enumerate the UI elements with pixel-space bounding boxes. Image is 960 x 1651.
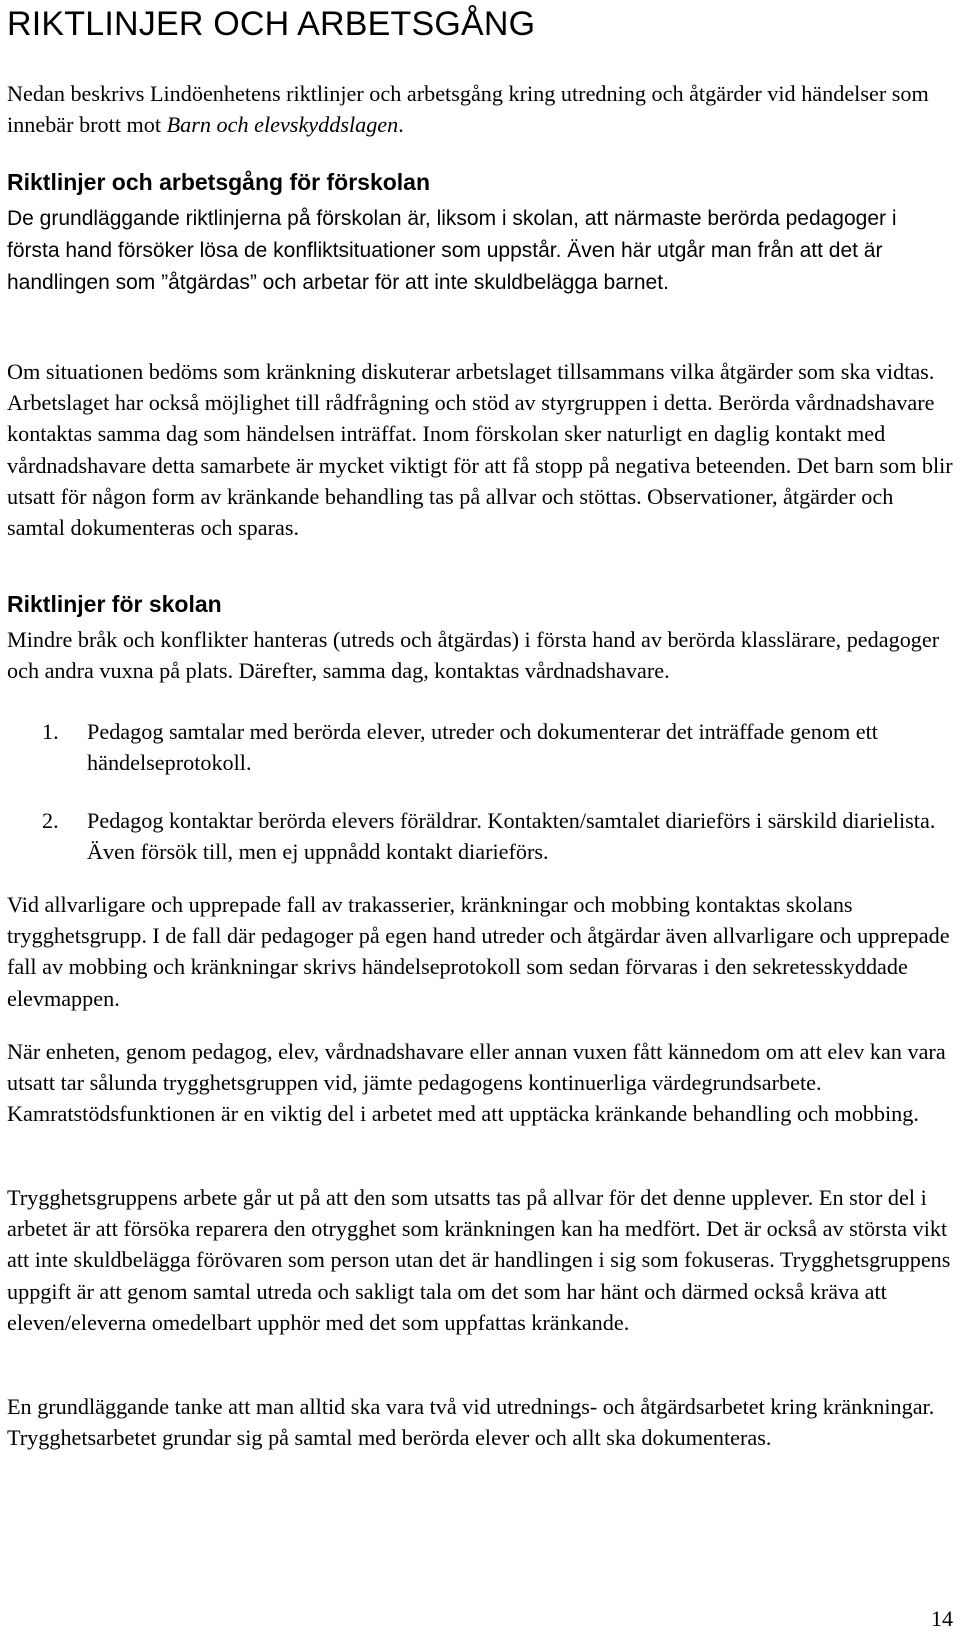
list-item-number: 1. xyxy=(42,719,59,744)
school-heading: Riktlinjer för skolan xyxy=(7,591,222,617)
intro-paragraph xyxy=(7,78,953,140)
school-paragraph-3: När enheten, genom pedagog, elev, vårdnadshavare eller annan vuxen fått kännedom om att elev kan vara utsatt tar sålunda trygghetsgruppen vid, jämte pedagogens kontinuerliga värdegrundsarbete. Kamratstödsfunktionen är en viktig del i arbetet med att upptäcka kränkande behandling och mobbing. xyxy=(7,1039,946,1127)
preschool-paragraph-1 xyxy=(7,202,953,299)
intro-text: Nedan beskrivs Lindöenhetens riktlinjer och arbetsgång kring utredning och åtgärder vid händelser som innebär brott mot xyxy=(7,81,929,138)
school-paragraph-2: Vid allvarligare och upprepade fall av trakasserier, kränkningar och mobbing kontaktas skolans trygghetsgrupp. I de fall där pedagoger på egen hand utreder och åtgärdar även allvarligare och upprepade fall av mobbing och kränkningar skrivs händelseprotokoll som sedan förvaras i den sekretesskyddade elevmappen. xyxy=(7,892,950,1011)
school-paragraph-5: En grundläggande tanke att man alltid ska vara två vid utrednings- och åtgärdsarbetet kring kränkningar. Trygghetsarbetet grundar sig på samtal med berörda elever och allt ska dokumenteras. xyxy=(7,1394,935,1451)
school-paragraph-1: Mindre bråk och konflikter hanteras (utreds och åtgärdas) i första hand av berörda klasslärare, pedagoger och andra vuxna på plats. Därefter, samma dag, kontaktas vårdnadshavare. xyxy=(7,627,940,684)
intro-emphasis: Barn och elevskyddslagen xyxy=(166,112,399,138)
intro-text-end: . xyxy=(398,112,404,138)
list-item-number: 2. xyxy=(42,808,59,833)
preschool-heading: Riktlinjer och arbetsgång för förskolan xyxy=(7,169,431,195)
page-title: RIKTLINJER OCH ARBETSGÅNG xyxy=(7,5,536,43)
list-item-text: Pedagog samtalar med berörda elever, utreder och dokumenterar det inträffade genom ett händelseprotokoll. xyxy=(87,719,878,776)
list-item-text: Pedagog kontaktar berörda elevers föräldrar. Kontakten/samtalet diarieförs i särskild diarielista. Även försök till, men ej uppnådd kontakt diarieförs. xyxy=(87,808,936,865)
preschool-paragraph-2: Om situationen bedöms som kränkning diskuterar arbetslaget tillsammans vilka åtgärder som ska vidtas. Arbetslaget har också möjlighet till rådfrågning och stöd av styrgruppen i detta. Berörda vårdnadshavare kontaktas samma dag som händelsen inträffat. Inom förskolan sker naturligt en daglig kontakt med vårdnadshavare detta samarbete är mycket viktigt för att få stopp på negativa beteenden. Det barn som blir utsatt för någon form av kränkande behandling tas på allvar och stöttas. Observationer, åtgärder och samtal dokumenteras och sparas. xyxy=(7,359,953,541)
school-paragraph-4: Trygghetsgruppens arbete går ut på att den som utsatts tas på allvar för det denne upplever. En stor del i arbetet är att försöka reparera den otrygghet som kränkningen kan ha medfört. Det är också av största vikt att inte skuldbelägga förövaren som person utan det är handlingen i sig som fokuseras. Trygghetsgruppens uppgift är att genom samtal utreda och sakligt tala om det som har hänt och därmed också kräva att eleven/eleverna omedelbart upphör med det som uppfattas kränkande. xyxy=(7,1185,951,1335)
preschool-paragraph-1-sans-text: De grundläggande riktlinjerna på förskolan är, liksom i skolan, att närmaste berörda pedagoger i första hand försöker lösa de konfliktsituationer som uppstår. Även här utgår man från att det är handlingen som ”åtgärdas” och arbetar för att inte skuldbelägga barnet. xyxy=(7,207,897,295)
page-number: 14 xyxy=(931,1606,953,1631)
